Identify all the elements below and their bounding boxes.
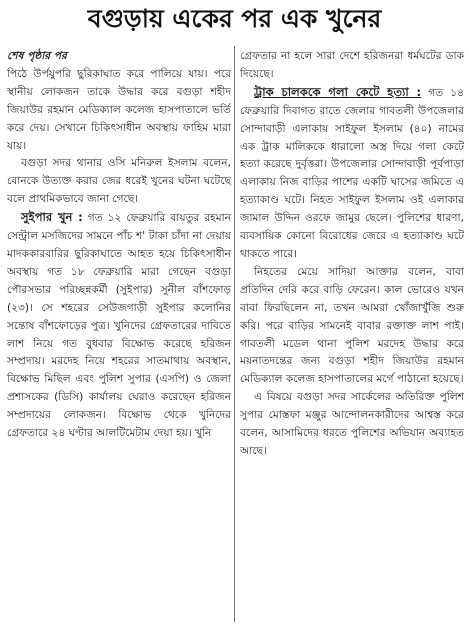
paragraph: পিঠে উর্পযুপরি ছুরিকাঘাত করে পালিয়ে যায়। পরে স্থানীয় লোকজন তাকে উদ্ধার করে বগুড়া শহীদ জিয়াউর রহমান মেডিক্যাল কলেজ হাসপাতালে ভর্তি করে দেয়। সেখানে চিকিৎসাধীন অবস্থায় ফাহিম মারা যায়। (7, 67, 231, 152)
paragraph: গ্রেফতার না হলে সারা দেশে হরিজনরা ধর্মঘটের ডাক দিয়েছে। (240, 50, 464, 80)
paragraph-text: গত ১২ ফেব্রুয়ারি বায়তুর রহমান সেন্ট্রাল মসজিদের সামনে পাঁচ শ' টাকা চাঁদা না দেয়ায় মাদককারবারির ছুরিকাঘাতে আহত হয়ে চিকিৎসাধীন অবস্থায় গত ১৮ ফেব্রুয়ারি মারা গেছেন বগুড়া পৌরসভার পরিচ্ছন্নকর্মী (সুইপার) সুনীল বাঁশফোড় (২৩)। সে শহরের সেউজগাড়ী সুইপার কলোনির সন্তোষ বাঁশফোড়ের পুত্র। খুনিদের গ্রেফতারের দাবিতে লাশ নিয়ে গত বুধবার বিক্ষোভ করেছে হরিজন সম্প্রদায়। মরদেহ নিয়ে শহরের সাতমাথায় অবস্থান, বিক্ষোভ মিছিল এবং পুলিশ সুপার (এসপি) ও জেলা প্রশাসকের (ডিসি) কার্যালয় ঘেরাও করেছেন হরিজন সম্প্রদায়ের লোকজন। বিক্ষোভ থেকে খুনিদের গ্রেফতারে ২৪ ঘণ্টার আলটিমেটাম দেয়া হয়। খুনি (7, 212, 231, 440)
paragraph: নিহতের মেয়ে সাদিয়া আক্তার বলেন, বাবা প্রতিদিন দেরি করে বাড়ি ফেরেন। কাল ভোরেও যখন বাবা ফিরছিলেন না, তখন আমরা খোঁজাখুঁজি শুরু করি। পরে বাড়ির সামনেই বাবার রক্তাক্ত লাশ পাই। গাবতলী মডেল থানা পুলিশ মরদেহ উদ্ধার করে ময়নাতদন্তের জন্য বগুড়া শহীদ জিয়াউর রহমান মেডিক্যাল কলেজ হাসপাতালের মর্গে পাঠানো হয়েছে। (240, 265, 464, 386)
paragraph: বগুড়া সদর থানার ওসি মনিরুল ইসলাম বলেন, বোনকে উত্যক্ত করার জের ধরেই খুনের ঘটনা ঘটেছে বলে প্রাথমিকভাবে জানা গেছে। (7, 157, 231, 206)
headline: বগুড়ায় একের পর এক খুনের (87, 4, 382, 33)
subheading-sweeper-murder: সুইপার খুন : (21, 210, 83, 225)
column-divider (234, 46, 235, 622)
paragraph-text: গত ১৪ ফেব্রুয়ারি দিবাগত রাতে জেলার গাবতলী উপজেলার সোন্দাবাড়ী এলাকায় সাইফুল ইসলাম (৪০) নামের এক ট্রাক মালিককে ধারালো অস্ত্র দিয়ে গলা কেটে হত্যা করেছে দুর্বৃত্তরা। উপজেলার সোন্দাবাড়ী পূর্বপাড়া এলাকায় নিজ বাড়ির পাশের একটি ঘাসের জমিতে এ হত্যাকাণ্ড ঘটে। নিহত সাইফুল ইসলাম ওই এলাকার জামাল উদ্দিন ওরফে জামুর ছেলে। পুলিশের ধারণা, ব্যবসায়িক কোনো বিরোধের জেরে এ হত্যাকাণ্ড ঘটে থাকতে পারে। (240, 86, 464, 260)
left-column (7, 48, 231, 443)
continued-label: শেষ পৃষ্ঠার পর (7, 50, 67, 62)
right-column (240, 48, 464, 461)
paragraph (240, 84, 464, 264)
subheading-truck-driver-murder: ট্রাক চালককে গলা কেটে হত্যা : (254, 84, 422, 99)
paragraph: এ বিষয়ে বগুড়া সদর সার্কেলের অতিরিক্ত পুলিশ সুপার মোস্তফা মঞ্জুর আন্দোলনকারীদের আশ্বস্ত করে বলেন, আসামিদের ধরতে পুলিশের অভিযান অব্যাহত আছে। (240, 391, 464, 457)
paragraph (7, 209, 231, 443)
